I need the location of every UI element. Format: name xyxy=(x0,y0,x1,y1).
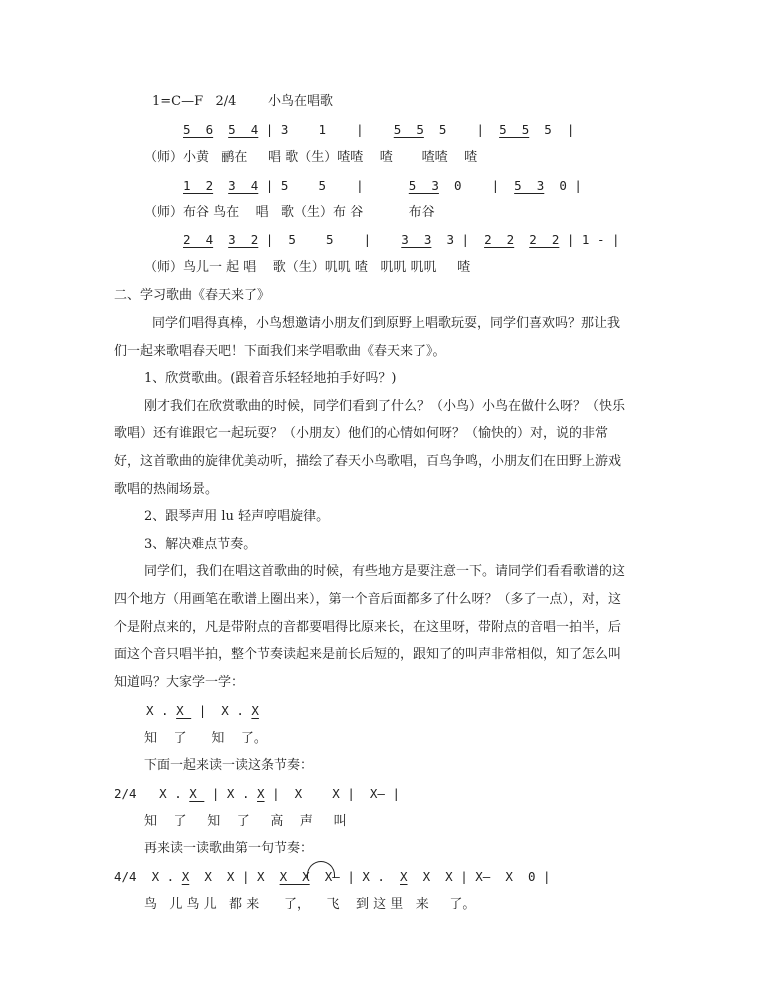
para1-line: 歌唱）还有谁跟它一起玩耍？（小朋友）他们的心情如何呀？（愉快的）对，说的非常 xyxy=(114,426,609,441)
key-signature: 1=C—F 2/4 xyxy=(152,94,237,109)
note-group: 3 4 xyxy=(228,178,259,193)
read-instruction-2: 再来读一读歌曲第一句节奏： xyxy=(144,841,314,856)
notation-row-1 xyxy=(183,121,574,139)
notation-row-3 xyxy=(183,231,620,249)
note-text xyxy=(514,232,529,247)
para1-line: 好，这首歌曲的旋律优美动听，描绘了春天小鸟歌唱，百鸟争鸣，小朋友们在田野上游戏 xyxy=(114,454,622,469)
step-3: 3、解决难点节奏。 xyxy=(144,537,257,552)
note-text: | 3 1 | xyxy=(258,122,394,137)
rhythm-2 xyxy=(114,785,400,803)
read-instruction-1: 下面一起来读一读这条节奏： xyxy=(144,758,314,773)
step-2: 2、跟琴声用 lu 轻声哼唱旋律。 xyxy=(144,509,330,524)
note-text: 3 | xyxy=(431,232,485,247)
rhythm-underlined: X xyxy=(189,786,205,801)
para2-line: 面这个音只唱半拍，整个节奏读起来是前长后短的，跟知了的叫声非常相似，知了怎么叫 xyxy=(114,647,622,662)
intro-line-1: 同学们唱得真棒，小鸟想邀请小朋友们到原野上唱歌玩耍，同学们喜欢吗？那让我 xyxy=(152,316,621,331)
para1-line: 刚才我们在欣赏歌曲的时候，同学们看到了什么？（小鸟）小鸟在做什么呀？（快乐 xyxy=(144,399,626,414)
rhythm-text: X . xyxy=(146,703,177,718)
lyric-row-3: （师）鸟儿一 起 唱 歌（生）叽叽 喳 叽叽 叽叽 喳 xyxy=(144,260,471,275)
rhythm-1-lyric: 知 了 知 了。 xyxy=(144,731,267,746)
para1-line: 歌唱的热闹场景。 xyxy=(114,482,219,497)
para2-line: 同学们，我们在唱这首歌曲的时候，有些地方是要注意一下。请同学们看看歌谱的这 xyxy=(144,564,626,579)
lyric-row-1: （师）小黄 鹂在 唱 歌（生）喳喳 喳 喳喳 喳 xyxy=(144,150,478,165)
rhythm-underlined: X X xyxy=(279,869,310,884)
rhythm-text: 4/4 X . xyxy=(114,869,182,884)
note-text: 0 | xyxy=(438,178,515,193)
note-group: 1 2 xyxy=(183,178,214,193)
rhythm-1 xyxy=(146,702,259,720)
para2-line: 四个地方（用画笔在歌谱上圈出来），第一个音后面都多了什么呀？（多了一点），对，这 xyxy=(114,592,622,607)
rhythm-text: | X . xyxy=(191,703,252,718)
rhythm-underlined: X xyxy=(181,869,190,884)
rhythm-underlined: X xyxy=(257,786,265,801)
para2-line: 个是附点来的，凡是带附点的音都要唱得比原来长，在这里呀，带附点的音唱一拍半，后 xyxy=(114,620,622,635)
rhythm-3-lyric: 鸟 儿 鸟 儿 都 来 了， 飞 到 这 里 来 了。 xyxy=(144,897,476,912)
note-text: 5 | xyxy=(423,122,500,137)
note-group: 5 4 xyxy=(228,122,259,137)
rhythm-text: | X . xyxy=(204,786,258,801)
rhythm-2-lyric: 知 了 知 了 高 声 叫 xyxy=(144,814,347,829)
rhythm-underlined: X xyxy=(400,869,408,884)
rhythm-text: X X | X— X 0 | xyxy=(407,869,551,884)
note-text: | 5 5 | xyxy=(258,178,409,193)
note-text: 5 | xyxy=(529,122,575,137)
rhythm-text: 2/4 X . xyxy=(114,786,190,801)
note-group: 5 3 xyxy=(514,178,545,193)
rhythm-text: | X X | X— | xyxy=(264,786,401,801)
lyric-row-2: （师）布谷 鸟在 唱 歌（生）布 谷 布谷 xyxy=(144,205,435,220)
note-text: 0 | xyxy=(544,178,582,193)
note-text: | 1 - | xyxy=(559,232,620,247)
note-group: 2 4 xyxy=(183,232,214,247)
song-title: 小鸟在唱歌 xyxy=(268,94,334,109)
rhythm-text: X— | X . xyxy=(309,869,400,884)
note-group: 5 5 xyxy=(499,122,530,137)
note-text: | 5 5 | xyxy=(258,232,402,247)
para2-line: 知道吗？大家学一学： xyxy=(114,675,245,690)
note-group: 5 6 xyxy=(183,122,214,137)
rhythm-text: X X | X xyxy=(189,869,280,884)
notation-row-2 xyxy=(183,177,582,195)
step-1: 1、欣赏歌曲。(跟着音乐轻轻地拍手好吗？) xyxy=(144,371,397,386)
note-group: 2 2 xyxy=(529,232,560,247)
note-group: 5 3 xyxy=(408,178,439,193)
rhythm-underlined: X xyxy=(176,703,192,718)
rhythm-3 xyxy=(114,868,551,886)
intro-line-2: 们一起来歌唱春天吧！下面我们来学唱歌曲《春天来了》。 xyxy=(114,344,446,359)
note-group: 3 3 xyxy=(401,232,432,247)
note-group: 3 2 xyxy=(228,232,259,247)
rhythm-underlined: X xyxy=(251,703,259,718)
section-heading: 二、学习歌曲《春天来了》 xyxy=(114,288,271,303)
note-group: 5 5 xyxy=(393,122,424,137)
note-group: 2 2 xyxy=(484,232,515,247)
